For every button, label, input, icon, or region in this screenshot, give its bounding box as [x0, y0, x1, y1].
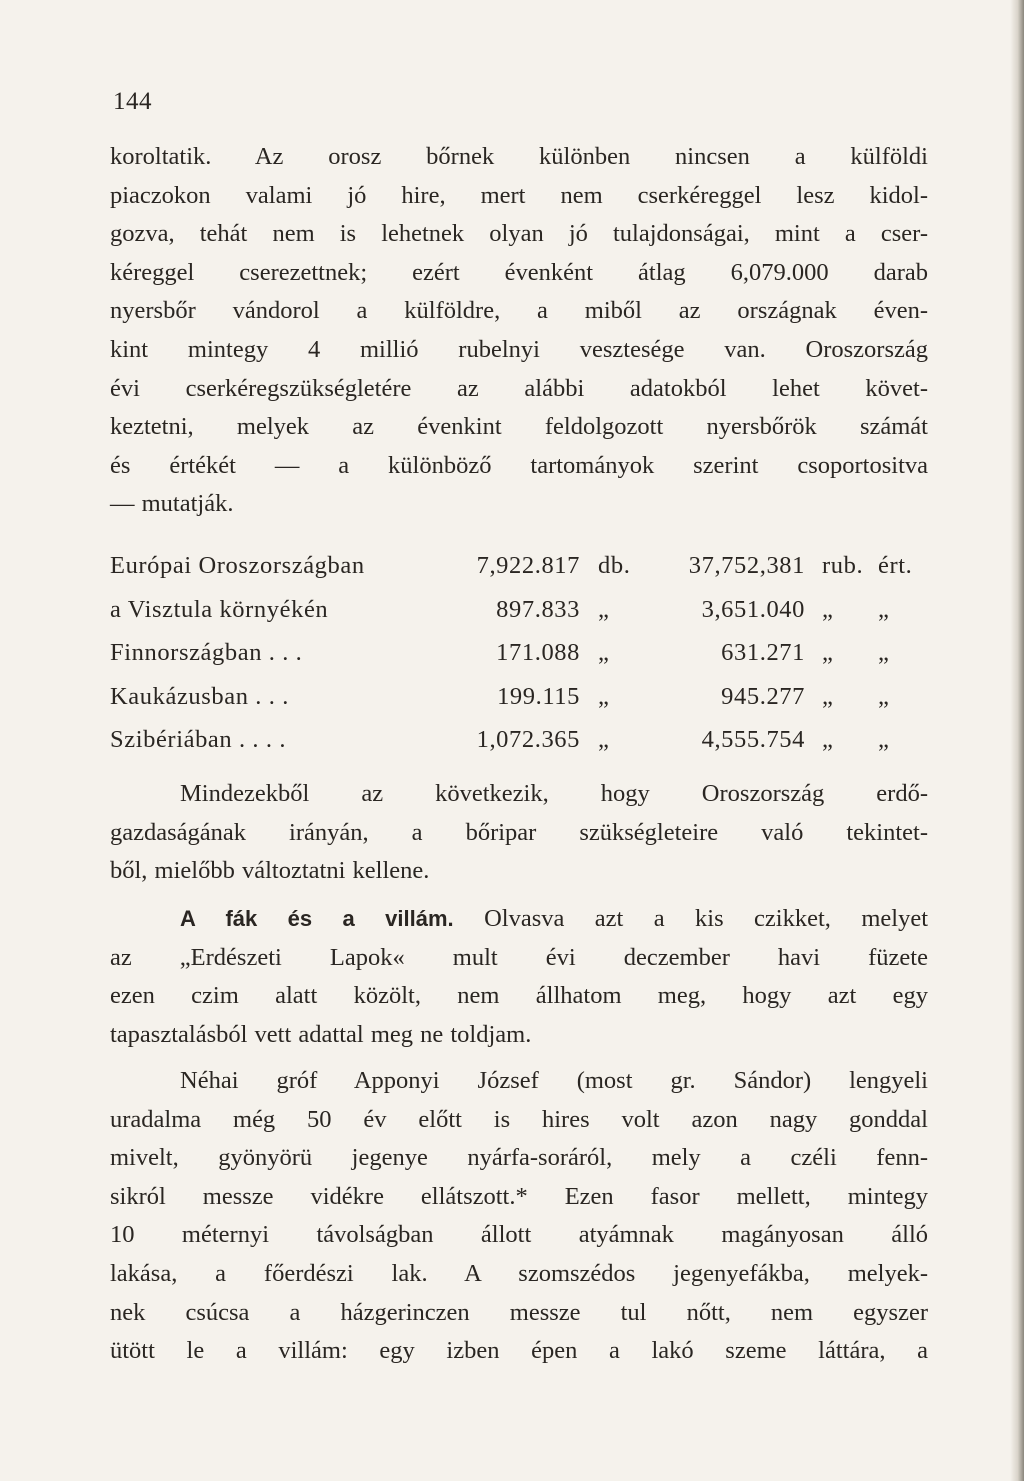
region-name: Európai Oroszországban: [110, 552, 365, 579]
text-line: mivelt, gyönyörü jegenye nyárfa-soráról, mely a czéli fenn-: [110, 1144, 928, 1172]
value-rubles: 631.271: [721, 639, 805, 667]
ditto-mark: „: [598, 639, 610, 667]
text-line: — mutatják.: [110, 490, 234, 518]
table-row: [110, 596, 940, 640]
heading-line-rest: Olvasva azt a kis czikket, melyet: [484, 905, 928, 932]
table-row: [110, 639, 940, 683]
hide-count: 7,922.817: [476, 552, 580, 579]
text-line: és értékét — a különböző tartományok szerint csoportositva: [110, 451, 928, 479]
text-line: nek csúcsa a házgerinczen messze tul nőtt, nem egyszer: [110, 1298, 928, 1326]
region-name: Finnországban . . .: [110, 639, 303, 667]
hide-statistics-table: [110, 552, 940, 770]
text-line: gozva, tehát nem is lehetnek olyan jó tulajdonságai, mint a cser-: [110, 220, 928, 248]
table-row: [110, 683, 940, 727]
table-row: [110, 552, 940, 596]
hide-count: 171.088: [496, 639, 580, 667]
ditto-mark: „: [878, 595, 890, 623]
unit-pieces: db.: [598, 552, 631, 579]
hide-count: 1,072.365: [476, 726, 580, 754]
hide-count: 199.115: [497, 682, 580, 710]
text-line: keztetni, melyek az évenkint feldolgozott nyersbőrök számát: [110, 413, 928, 441]
ditto-mark: „: [598, 595, 610, 623]
text-line: piaczokon valami jó hire, mert nem cserkéreggel lesz kidol-: [110, 181, 928, 209]
ditto-mark: „: [822, 682, 834, 710]
paragraph-4: [110, 1062, 928, 1371]
text-line: az „Erdészeti Lapok« mult évi deczember havi füzete: [110, 943, 928, 971]
paragraph-1: [110, 138, 928, 524]
text-line: Néhai gróf Apponyi József (most gr. Sándor) lengyeli: [180, 1067, 928, 1094]
text-line: kéreggel cserezettnek; ezért évenként átlag 6,079.000 darab: [110, 258, 928, 286]
hide-count: 897.833: [496, 595, 580, 623]
region-name: a Visztula környékén: [110, 595, 329, 623]
text-line: uradalma még 50 év előtt is hires volt azon nagy gonddal: [110, 1105, 928, 1133]
text-line: Mindezekből az következik, hogy Oroszország erdő-: [180, 780, 928, 807]
ditto-mark: „: [598, 682, 610, 710]
text-line: gazdaságának irányán, a bőripar szükségleteire való tekintet-: [110, 818, 928, 846]
ditto-mark: „: [878, 726, 890, 754]
ditto-mark: „: [598, 726, 610, 754]
region-name: Szibériában . . . .: [110, 726, 287, 754]
value-rubles: 945.277: [721, 682, 805, 710]
text-line: ütött le a villám: egy izben épen a lakó szeme láttára, a: [110, 1337, 928, 1365]
ditto-mark: „: [822, 639, 834, 667]
text-line: 10 méternyi távolságban állott atyámnak magányosan álló: [110, 1221, 928, 1249]
ditto-mark: „: [878, 682, 890, 710]
unit-rubles: rub.: [822, 552, 864, 579]
text-line: nyersbőr vándorol a külföldre, a miből az országnak éven-: [110, 297, 928, 325]
ditto-mark: „: [878, 639, 890, 667]
region-name: Kaukázusban . . .: [110, 682, 289, 710]
section-heading: A fák és a villám.: [180, 906, 454, 931]
paragraph-3: [110, 900, 928, 1054]
table-row: [110, 726, 940, 770]
text-line: [110, 900, 928, 939]
text-line: koroltatik. Az orosz bőrnek különben nincsen a külföldi: [110, 143, 928, 170]
text-line: tapasztalásból vett adattal meg ne toldjam.: [110, 1020, 532, 1048]
text-line: ezen czim alatt közölt, nem állhatom meg, hogy azt egy: [110, 982, 928, 1010]
value-rubles: 37,752,381: [688, 552, 805, 579]
text-line: lakása, a főerdészi lak. A szomszédos jegenyefákba, melyek-: [110, 1259, 928, 1287]
text-line: évi cserkéregszükségletére az alábbi adatokból lehet követ-: [110, 374, 928, 402]
ditto-mark: „: [822, 726, 834, 754]
page-number: 144: [113, 88, 152, 115]
paragraph-2: [110, 775, 928, 891]
value-rubles: 3,651.040: [701, 595, 805, 623]
text-line: kint mintegy 4 millió rubelnyi vesztesége van. Oroszország: [110, 335, 928, 363]
text-line: ből, mielőbb változtatni kellene.: [110, 857, 430, 885]
page-edge-shadow: [1010, 0, 1024, 1481]
value-rubles: 4,555.754: [701, 726, 805, 754]
text-line: sikról messze vidékre ellátszott.* Ezen fasor mellett, mintegy: [110, 1182, 928, 1210]
ditto-mark: „: [822, 595, 834, 623]
unit-value: ért.: [878, 552, 913, 579]
